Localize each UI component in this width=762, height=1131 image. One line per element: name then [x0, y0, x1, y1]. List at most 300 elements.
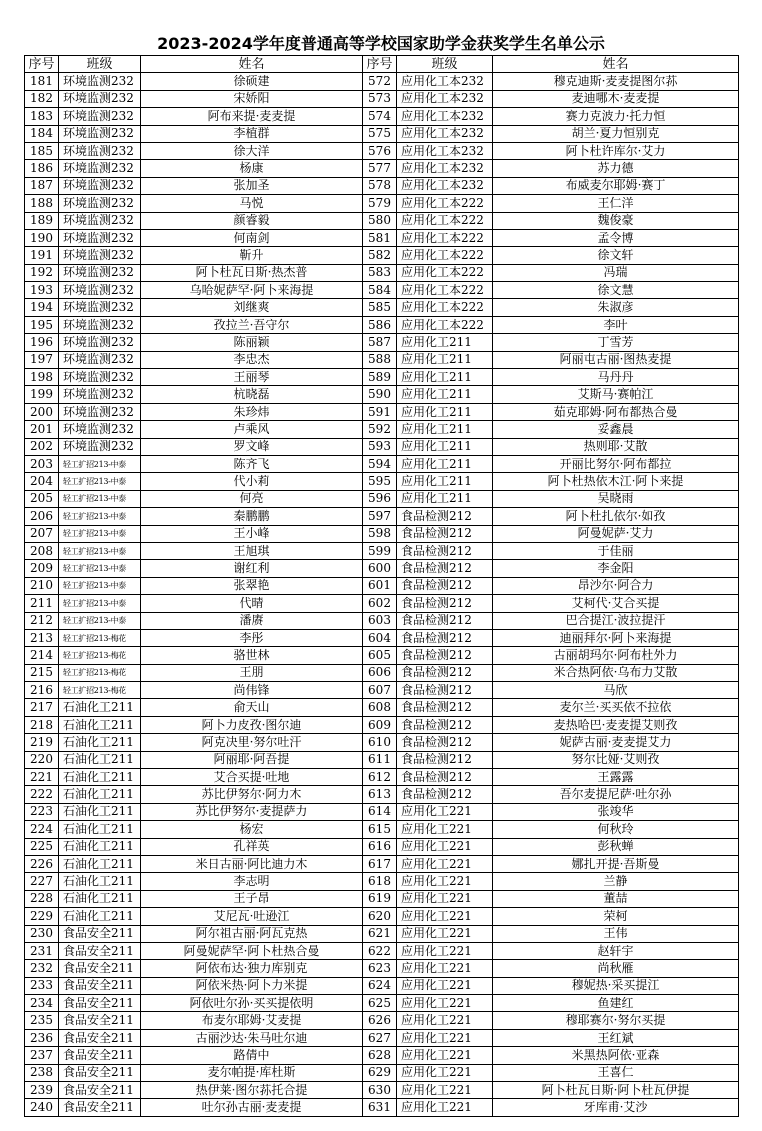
left-seq-cell: 224 — [25, 821, 59, 838]
right-seq-cell: 577 — [363, 160, 397, 177]
left-class-cell: 环境监测232 — [59, 229, 141, 246]
left-seq-cell: 191 — [25, 247, 59, 264]
table-row — [25, 629, 739, 646]
right-seq-cell: 588 — [363, 351, 397, 368]
right-class-cell: 应用化工211 — [397, 403, 493, 420]
right-seq-cell: 627 — [363, 1029, 397, 1046]
left-class-cell: 食品安全211 — [59, 925, 141, 942]
left-name-cell: 王子昂 — [141, 890, 363, 907]
right-class-cell: 食品检测212 — [397, 577, 493, 594]
right-name-cell: 王露露 — [493, 769, 739, 786]
right-class-cell: 食品检测212 — [397, 525, 493, 542]
right-name-cell: 张竣华 — [493, 803, 739, 820]
table-row — [25, 316, 739, 333]
right-seq-cell: 596 — [363, 490, 397, 507]
table-row — [25, 942, 739, 959]
left-seq-cell: 186 — [25, 160, 59, 177]
left-seq-cell: 206 — [25, 508, 59, 525]
left-name-cell: 麦尔帕提·库杜斯 — [141, 1064, 363, 1081]
left-seq-cell: 204 — [25, 473, 59, 490]
right-seq-cell: 599 — [363, 542, 397, 559]
right-class-cell: 应用化工221 — [397, 977, 493, 994]
left-seq-cell: 193 — [25, 282, 59, 299]
right-class-cell: 食品检测212 — [397, 542, 493, 559]
left-name-cell: 代晴 — [141, 595, 363, 612]
right-name-cell: 阿丽屯古丽·图热麦提 — [493, 351, 739, 368]
left-seq-cell: 223 — [25, 803, 59, 820]
left-name-cell: 阿克决里·努尔吐汗 — [141, 734, 363, 751]
left-name-cell: 吐尔孙古丽·麦麦提 — [141, 1099, 363, 1116]
right-seq-cell: 580 — [363, 212, 397, 229]
right-name-cell: 开丽比努尔·阿布都拉 — [493, 455, 739, 472]
right-name-cell: 古丽胡玛尔·阿布杜外力 — [493, 647, 739, 664]
right-seq-cell: 626 — [363, 1012, 397, 1029]
right-class-cell: 应用化工221 — [397, 855, 493, 872]
right-class-cell: 应用化工本232 — [397, 73, 493, 90]
right-seq-cell: 623 — [363, 960, 397, 977]
left-name-cell: 王旭琪 — [141, 542, 363, 559]
left-name-cell: 乌哈妮萨罕·阿卜来海提 — [141, 282, 363, 299]
left-name-cell: 阿卜力皮孜·图尔迪 — [141, 716, 363, 733]
right-seq-cell: 592 — [363, 421, 397, 438]
left-seq-cell: 189 — [25, 212, 59, 229]
right-seq-cell: 579 — [363, 195, 397, 212]
table-row — [25, 90, 739, 107]
right-name-cell: 李金阳 — [493, 560, 739, 577]
left-class-cell: 石油化工211 — [59, 908, 141, 925]
right-seq-cell: 625 — [363, 995, 397, 1012]
right-class-cell: 应用化工221 — [397, 1099, 493, 1116]
right-name-cell: 妥鑫晨 — [493, 421, 739, 438]
right-seq-cell: 631 — [363, 1099, 397, 1116]
table-row — [25, 682, 739, 699]
right-class-cell: 食品检测212 — [397, 751, 493, 768]
right-seq-cell: 612 — [363, 769, 397, 786]
table-row — [25, 734, 739, 751]
right-name-cell: 徐文慧 — [493, 282, 739, 299]
right-class-cell: 食品检测212 — [397, 508, 493, 525]
left-class-cell: 轻工扩招213-中泰 — [59, 577, 141, 594]
table-row — [25, 403, 739, 420]
left-class-cell: 环境监测232 — [59, 438, 141, 455]
left-class-cell: 环境监测232 — [59, 90, 141, 107]
left-name-cell: 王丽琴 — [141, 369, 363, 386]
left-class-cell: 食品安全211 — [59, 995, 141, 1012]
right-name-cell: 阿卜杜许库尔·艾力 — [493, 142, 739, 159]
right-seq-cell: 603 — [363, 612, 397, 629]
right-class-cell: 应用化工本232 — [397, 90, 493, 107]
left-seq-cell: 207 — [25, 525, 59, 542]
left-class-cell: 环境监测232 — [59, 351, 141, 368]
left-seq-cell: 219 — [25, 734, 59, 751]
right-name-cell: 阿卜杜热依木江·阿卜来提 — [493, 473, 739, 490]
table-row — [25, 995, 739, 1012]
header-seq-right: 序号 — [363, 56, 397, 73]
table-row — [25, 838, 739, 855]
table-row — [25, 647, 739, 664]
table-row — [25, 351, 739, 368]
right-name-cell: 麦热哈巴·麦麦提艾则孜 — [493, 716, 739, 733]
left-class-cell: 石油化工211 — [59, 838, 141, 855]
table-header-row — [25, 56, 739, 73]
table-row — [25, 421, 739, 438]
left-class-cell: 轻工扩招213-中泰 — [59, 542, 141, 559]
right-class-cell: 应用化工本222 — [397, 264, 493, 281]
left-name-cell: 俞天山 — [141, 699, 363, 716]
right-class-cell: 应用化工221 — [397, 838, 493, 855]
right-name-cell: 吴晓雨 — [493, 490, 739, 507]
right-class-cell: 应用化工221 — [397, 1047, 493, 1064]
right-class-cell: 食品检测212 — [397, 786, 493, 803]
table-row — [25, 890, 739, 907]
right-seq-cell: 574 — [363, 108, 397, 125]
right-name-cell: 徐文轩 — [493, 247, 739, 264]
right-seq-cell: 620 — [363, 908, 397, 925]
right-class-cell: 应用化工221 — [397, 803, 493, 820]
right-seq-cell: 581 — [363, 229, 397, 246]
right-name-cell: 胡兰·夏力恒别克 — [493, 125, 739, 142]
table-row — [25, 1064, 739, 1081]
table-row — [25, 334, 739, 351]
left-seq-cell: 198 — [25, 369, 59, 386]
right-seq-cell: 598 — [363, 525, 397, 542]
right-name-cell: 穆耶赛尔·努尔买提 — [493, 1012, 739, 1029]
left-name-cell: 刘继爽 — [141, 299, 363, 316]
right-name-cell: 马欣 — [493, 682, 739, 699]
left-seq-cell: 194 — [25, 299, 59, 316]
table-row — [25, 160, 739, 177]
left-seq-cell: 221 — [25, 769, 59, 786]
right-name-cell: 王伟 — [493, 925, 739, 942]
table-row — [25, 247, 739, 264]
left-class-cell: 石油化工211 — [59, 855, 141, 872]
right-seq-cell: 573 — [363, 90, 397, 107]
left-name-cell: 阿丽耶·阿吾提 — [141, 751, 363, 768]
left-seq-cell: 238 — [25, 1064, 59, 1081]
left-class-cell: 轻工扩招213-梅花 — [59, 664, 141, 681]
right-name-cell: 王喜仁 — [493, 1064, 739, 1081]
right-seq-cell: 593 — [363, 438, 397, 455]
left-name-cell: 代小莉 — [141, 473, 363, 490]
right-name-cell: 彭秋蝉 — [493, 838, 739, 855]
right-name-cell: 布威麦尔耶姆·赛丁 — [493, 177, 739, 194]
right-class-cell: 食品检测212 — [397, 716, 493, 733]
left-seq-cell: 239 — [25, 1082, 59, 1099]
right-name-cell: 努尔比娅·艾则孜 — [493, 751, 739, 768]
table-row — [25, 264, 739, 281]
right-name-cell: 尚秋雁 — [493, 960, 739, 977]
table-row — [25, 229, 739, 246]
right-seq-cell: 629 — [363, 1064, 397, 1081]
table-row — [25, 455, 739, 472]
left-name-cell: 艾合买提·吐地 — [141, 769, 363, 786]
left-name-cell: 李植群 — [141, 125, 363, 142]
left-class-cell: 轻工扩招213-中泰 — [59, 595, 141, 612]
left-class-cell: 石油化工211 — [59, 751, 141, 768]
right-seq-cell: 589 — [363, 369, 397, 386]
left-seq-cell: 240 — [25, 1099, 59, 1116]
right-class-cell: 食品检测212 — [397, 769, 493, 786]
right-name-cell: 艾柯代·艾合买提 — [493, 595, 739, 612]
left-name-cell: 徐大洋 — [141, 142, 363, 159]
right-name-cell: 艾斯马·赛帕江 — [493, 386, 739, 403]
right-class-cell: 食品检测212 — [397, 595, 493, 612]
left-name-cell: 骆世林 — [141, 647, 363, 664]
right-seq-cell: 578 — [363, 177, 397, 194]
left-name-cell: 宋娇阳 — [141, 90, 363, 107]
table-row — [25, 925, 739, 942]
table-row — [25, 386, 739, 403]
left-name-cell: 阿依吐尔孙·买买提依明 — [141, 995, 363, 1012]
table-row — [25, 716, 739, 733]
left-name-cell: 阿曼妮萨罕·阿卜杜热合曼 — [141, 942, 363, 959]
left-name-cell: 孔祥英 — [141, 838, 363, 855]
left-name-cell: 苏比伊努尔·阿力木 — [141, 786, 363, 803]
left-class-cell: 环境监测232 — [59, 160, 141, 177]
header-name-right: 姓名 — [493, 56, 739, 73]
left-name-cell: 卢乘风 — [141, 421, 363, 438]
left-seq-cell: 195 — [25, 316, 59, 333]
right-class-cell: 应用化工221 — [397, 873, 493, 890]
left-name-cell: 路倩中 — [141, 1047, 363, 1064]
left-class-cell: 食品安全211 — [59, 960, 141, 977]
left-name-cell: 陈齐飞 — [141, 455, 363, 472]
right-seq-cell: 583 — [363, 264, 397, 281]
right-name-cell: 兰静 — [493, 873, 739, 890]
right-class-cell: 应用化工221 — [397, 995, 493, 1012]
table-row — [25, 73, 739, 90]
left-seq-cell: 227 — [25, 873, 59, 890]
right-name-cell: 朱淑彦 — [493, 299, 739, 316]
right-seq-cell: 618 — [363, 873, 397, 890]
left-name-cell: 朱珍炜 — [141, 403, 363, 420]
left-seq-cell: 232 — [25, 960, 59, 977]
left-class-cell: 石油化工211 — [59, 873, 141, 890]
left-seq-cell: 235 — [25, 1012, 59, 1029]
left-class-cell: 环境监测232 — [59, 369, 141, 386]
left-seq-cell: 216 — [25, 682, 59, 699]
right-seq-cell: 619 — [363, 890, 397, 907]
left-seq-cell: 231 — [25, 942, 59, 959]
right-name-cell: 阿卜杜扎依尔·如孜 — [493, 508, 739, 525]
right-name-cell: 热则耶·艾散 — [493, 438, 739, 455]
table-row — [25, 1082, 739, 1099]
right-class-cell: 应用化工本222 — [397, 247, 493, 264]
header-name-left: 姓名 — [141, 56, 363, 73]
left-class-cell: 食品安全211 — [59, 942, 141, 959]
right-seq-cell: 600 — [363, 560, 397, 577]
left-seq-cell: 201 — [25, 421, 59, 438]
right-seq-cell: 611 — [363, 751, 397, 768]
left-seq-cell: 213 — [25, 629, 59, 646]
right-class-cell: 应用化工211 — [397, 334, 493, 351]
right-name-cell: 马丹丹 — [493, 369, 739, 386]
right-name-cell: 冯瑞 — [493, 264, 739, 281]
right-class-cell: 应用化工211 — [397, 351, 493, 368]
left-class-cell: 轻工扩招213-中泰 — [59, 560, 141, 577]
left-name-cell: 尚伟锋 — [141, 682, 363, 699]
left-name-cell: 阿依布达·独力库别克 — [141, 960, 363, 977]
left-class-cell: 轻工扩招213-中泰 — [59, 508, 141, 525]
right-name-cell: 穆克迪斯·麦麦提图尔荪 — [493, 73, 739, 90]
right-seq-cell: 594 — [363, 455, 397, 472]
left-seq-cell: 200 — [25, 403, 59, 420]
right-name-cell: 牙库甫·艾沙 — [493, 1099, 739, 1116]
award-list-table — [24, 55, 739, 1117]
left-name-cell: 徐硕建 — [141, 73, 363, 90]
left-name-cell: 王小峰 — [141, 525, 363, 542]
left-class-cell: 石油化工211 — [59, 716, 141, 733]
right-name-cell: 王仁洋 — [493, 195, 739, 212]
right-class-cell: 食品检测212 — [397, 612, 493, 629]
table-row — [25, 142, 739, 159]
left-class-cell: 食品安全211 — [59, 977, 141, 994]
right-seq-cell: 608 — [363, 699, 397, 716]
left-seq-cell: 236 — [25, 1029, 59, 1046]
right-name-cell: 巴合提江·波拉提汗 — [493, 612, 739, 629]
left-class-cell: 轻工扩招213-中泰 — [59, 455, 141, 472]
right-class-cell: 应用化工221 — [397, 942, 493, 959]
right-class-cell: 食品检测212 — [397, 699, 493, 716]
left-name-cell: 李忠杰 — [141, 351, 363, 368]
left-name-cell: 马悦 — [141, 195, 363, 212]
right-seq-cell: 621 — [363, 925, 397, 942]
right-name-cell: 于佳丽 — [493, 542, 739, 559]
right-name-cell: 米合热阿依·乌布力艾散 — [493, 664, 739, 681]
left-class-cell: 环境监测232 — [59, 177, 141, 194]
right-seq-cell: 582 — [363, 247, 397, 264]
right-name-cell: 昂沙尔·阿合力 — [493, 577, 739, 594]
right-seq-cell: 584 — [363, 282, 397, 299]
left-seq-cell: 202 — [25, 438, 59, 455]
table-row — [25, 490, 739, 507]
left-seq-cell: 220 — [25, 751, 59, 768]
right-seq-cell: 575 — [363, 125, 397, 142]
right-name-cell: 妮萨古丽·麦麦提艾力 — [493, 734, 739, 751]
left-seq-cell: 188 — [25, 195, 59, 212]
right-name-cell: 丁雪芳 — [493, 334, 739, 351]
left-name-cell: 王朋 — [141, 664, 363, 681]
right-name-cell: 阿卜杜瓦日斯·阿卜杜瓦伊提 — [493, 1082, 739, 1099]
left-class-cell: 环境监测232 — [59, 421, 141, 438]
left-class-cell: 轻工扩招213-梅花 — [59, 647, 141, 664]
table-row — [25, 699, 739, 716]
right-seq-cell: 606 — [363, 664, 397, 681]
left-class-cell: 环境监测232 — [59, 403, 141, 420]
right-seq-cell: 590 — [363, 386, 397, 403]
table-row — [25, 855, 739, 872]
right-name-cell: 何秋玲 — [493, 821, 739, 838]
left-seq-cell: 196 — [25, 334, 59, 351]
left-seq-cell: 229 — [25, 908, 59, 925]
left-name-cell: 杨宏 — [141, 821, 363, 838]
right-class-cell: 应用化工221 — [397, 1012, 493, 1029]
left-class-cell: 环境监测232 — [59, 247, 141, 264]
right-seq-cell: 614 — [363, 803, 397, 820]
right-seq-cell: 615 — [363, 821, 397, 838]
table-row — [25, 873, 739, 890]
right-class-cell: 食品检测212 — [397, 560, 493, 577]
right-class-cell: 应用化工本232 — [397, 160, 493, 177]
right-seq-cell: 624 — [363, 977, 397, 994]
left-seq-cell: 212 — [25, 612, 59, 629]
left-class-cell: 环境监测232 — [59, 386, 141, 403]
right-name-cell: 鱼建红 — [493, 995, 739, 1012]
table-row — [25, 595, 739, 612]
left-class-cell: 环境监测232 — [59, 142, 141, 159]
table-row — [25, 177, 739, 194]
right-seq-cell: 607 — [363, 682, 397, 699]
right-class-cell: 应用化工211 — [397, 421, 493, 438]
left-class-cell: 轻工扩招213-中泰 — [59, 525, 141, 542]
left-seq-cell: 184 — [25, 125, 59, 142]
left-seq-cell: 234 — [25, 995, 59, 1012]
left-class-cell: 轻工扩招213-梅花 — [59, 682, 141, 699]
left-class-cell: 环境监测232 — [59, 316, 141, 333]
left-name-cell: 张翠艳 — [141, 577, 363, 594]
left-class-cell: 环境监测232 — [59, 334, 141, 351]
table-row — [25, 125, 739, 142]
left-class-cell: 轻工扩招213-中泰 — [59, 490, 141, 507]
right-class-cell: 食品检测212 — [397, 664, 493, 681]
left-name-cell: 阿布来提·麦麦提 — [141, 108, 363, 125]
right-class-cell: 应用化工本222 — [397, 282, 493, 299]
table-row — [25, 908, 739, 925]
table-row — [25, 560, 739, 577]
right-class-cell: 应用化工221 — [397, 890, 493, 907]
table-row — [25, 803, 739, 820]
left-seq-cell: 211 — [25, 595, 59, 612]
table-row — [25, 664, 739, 681]
right-name-cell: 阿曼妮萨·艾力 — [493, 525, 739, 542]
table-row — [25, 212, 739, 229]
table-row — [25, 960, 739, 977]
left-name-cell: 苏比伊努尔·麦提萨力 — [141, 803, 363, 820]
left-class-cell: 食品安全211 — [59, 1047, 141, 1064]
right-class-cell: 应用化工本222 — [397, 299, 493, 316]
right-name-cell: 李叶 — [493, 316, 739, 333]
left-class-cell: 环境监测232 — [59, 282, 141, 299]
table-row — [25, 369, 739, 386]
right-name-cell: 董喆 — [493, 890, 739, 907]
left-name-cell: 孜拉兰·吾守尔 — [141, 316, 363, 333]
left-name-cell: 阿尔祖古丽·阿瓦克热 — [141, 925, 363, 942]
table-row — [25, 438, 739, 455]
right-seq-cell: 597 — [363, 508, 397, 525]
left-seq-cell: 210 — [25, 577, 59, 594]
left-seq-cell: 215 — [25, 664, 59, 681]
right-class-cell: 应用化工221 — [397, 821, 493, 838]
right-class-cell: 应用化工211 — [397, 438, 493, 455]
right-seq-cell: 628 — [363, 1047, 397, 1064]
right-class-cell: 应用化工221 — [397, 1064, 493, 1081]
left-name-cell: 艾尼瓦·吐逊江 — [141, 908, 363, 925]
left-name-cell: 杭晓磊 — [141, 386, 363, 403]
right-name-cell: 迪丽拜尔·阿卜来海提 — [493, 629, 739, 646]
right-class-cell: 应用化工本222 — [397, 229, 493, 246]
right-class-cell: 食品检测212 — [397, 647, 493, 664]
left-class-cell: 环境监测232 — [59, 195, 141, 212]
right-seq-cell: 572 — [363, 73, 397, 90]
right-class-cell: 应用化工221 — [397, 1082, 493, 1099]
left-seq-cell: 237 — [25, 1047, 59, 1064]
header-seq-left: 序号 — [25, 56, 59, 73]
left-name-cell: 潘赓 — [141, 612, 363, 629]
right-seq-cell: 616 — [363, 838, 397, 855]
left-class-cell: 环境监测232 — [59, 299, 141, 316]
left-name-cell: 颜睿毅 — [141, 212, 363, 229]
table-row — [25, 508, 739, 525]
